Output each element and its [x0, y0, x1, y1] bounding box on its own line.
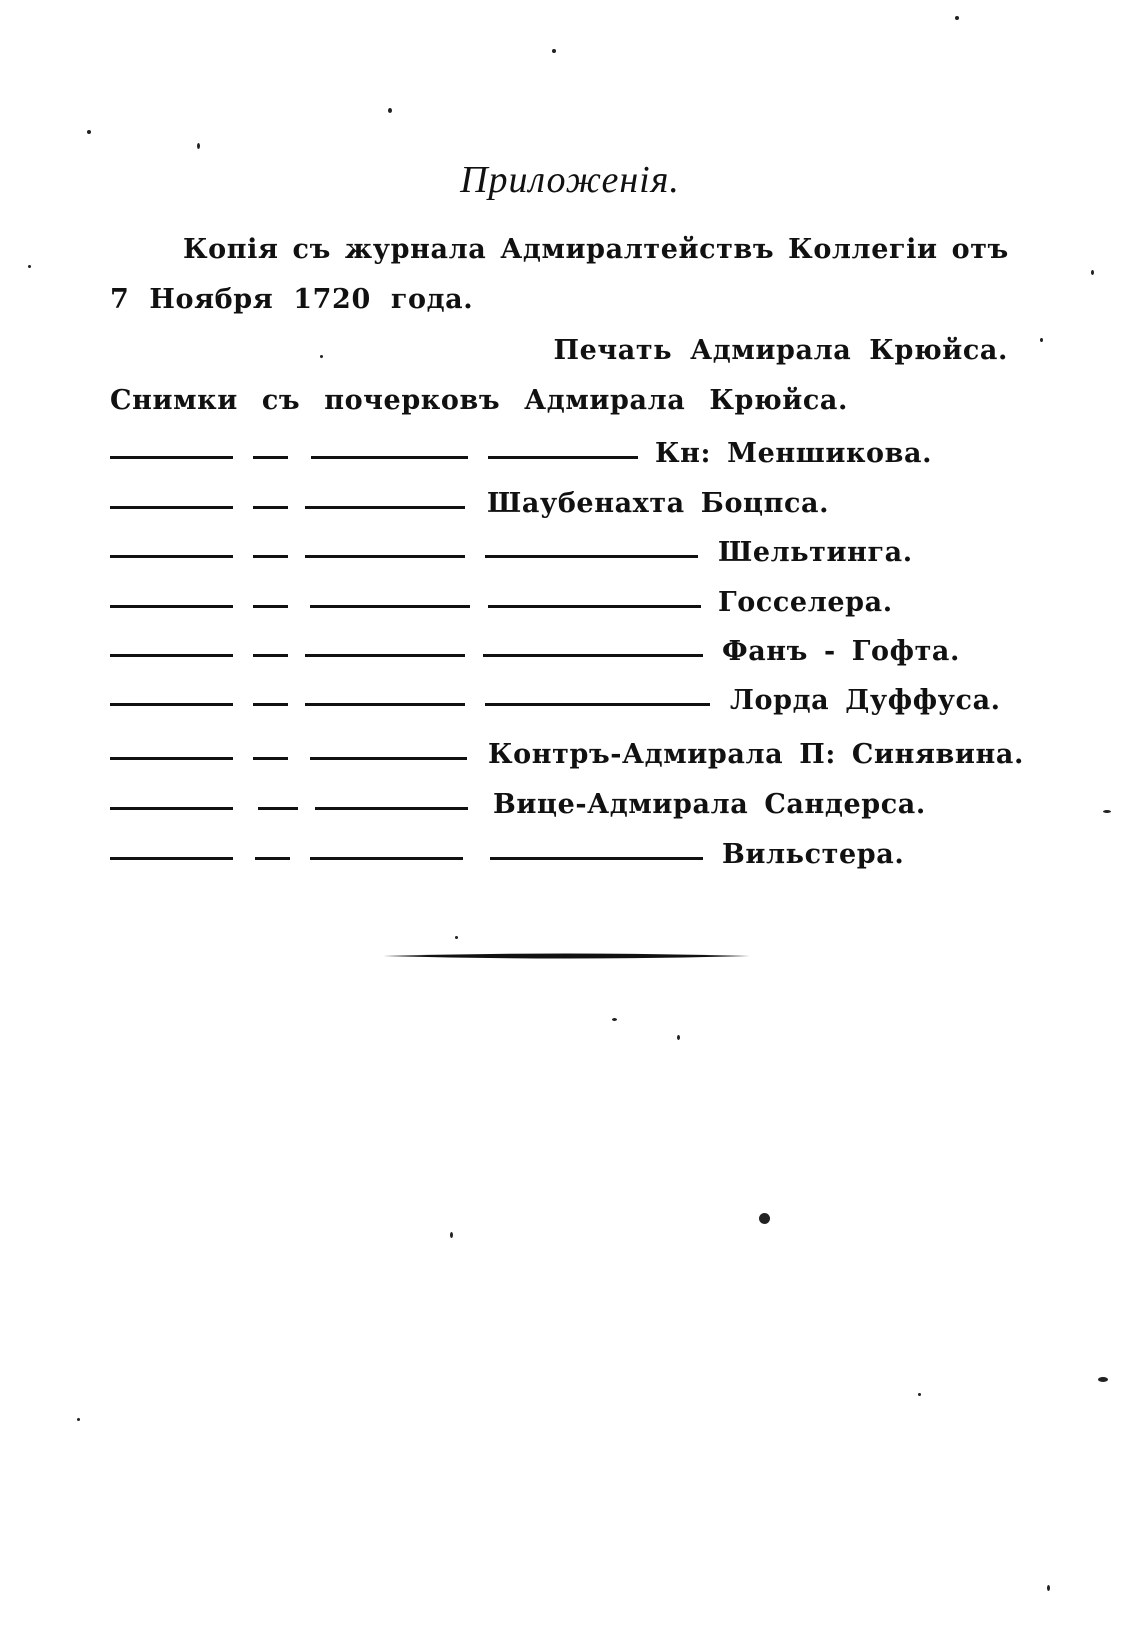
handwriting-row	[0, 438, 1140, 472]
dash-leader	[110, 555, 233, 558]
handwriting-row	[0, 537, 1140, 571]
intro-line-2: 7 Ноября 1720 года.	[110, 284, 474, 315]
dash-leader	[110, 807, 233, 810]
dash-leader	[253, 555, 288, 558]
handwriting-row-label: Вильстера.	[722, 839, 905, 870]
dash-leader	[488, 605, 701, 608]
dash-leader	[305, 654, 465, 657]
print-speck	[612, 1018, 617, 1021]
handwriting-row	[0, 488, 1140, 522]
handwriting-row-label: Фанъ - Гофта.	[722, 636, 961, 667]
handwriting-row-label: Шаубенахта Боцпса.	[487, 488, 830, 519]
print-speck	[28, 265, 31, 268]
print-speck	[1091, 270, 1094, 275]
handwriting-row	[0, 685, 1140, 719]
handwriting-row-label: Вице-Адмирала Сандерса.	[493, 789, 926, 820]
seal-caption: Печать Адмирала Крюйса.	[553, 335, 1008, 366]
dash-leader	[253, 703, 288, 706]
dash-leader	[305, 703, 465, 706]
handwriting-row-label: Шельтинга.	[718, 537, 913, 568]
handwriting-row	[0, 839, 1140, 873]
page-title: Приложенія.	[460, 159, 680, 201]
handwriting-row	[0, 739, 1140, 773]
print-speck	[1040, 338, 1043, 342]
dash-leader	[488, 456, 638, 459]
dash-leader	[253, 605, 288, 608]
dash-leader	[110, 654, 233, 657]
dash-leader	[255, 857, 290, 860]
swelled-rule-divider	[383, 952, 750, 960]
dash-leader	[315, 807, 468, 810]
handwriting-row-label: Лорда Дуффуса.	[730, 685, 1001, 716]
print-speck	[320, 355, 323, 358]
dash-leader	[253, 456, 288, 459]
print-speck	[677, 1035, 680, 1040]
dash-leader	[110, 506, 233, 509]
dash-leader	[311, 456, 468, 459]
dash-leader	[310, 857, 463, 860]
print-speck	[455, 936, 458, 939]
dash-leader	[110, 857, 233, 860]
print-speck	[87, 130, 91, 134]
dash-leader	[110, 605, 233, 608]
dash-leader	[310, 605, 470, 608]
print-speck	[388, 108, 392, 113]
dash-leader	[253, 757, 288, 760]
handwriting-row	[0, 636, 1140, 670]
dash-leader	[485, 555, 698, 558]
handwriting-heading: Снимки съ почерковъ Адмирала Крюйса.	[110, 385, 849, 416]
print-speck	[197, 143, 200, 149]
print-speck	[1098, 1377, 1108, 1382]
handwriting-row-label: Госселера.	[718, 587, 893, 618]
dash-leader	[253, 506, 288, 509]
dash-leader	[305, 506, 465, 509]
dash-leader	[310, 757, 467, 760]
print-speck	[1103, 810, 1111, 813]
intro-line-1: Копія съ журнала Адмиралтействъ Коллегіи отъ	[183, 234, 1009, 265]
dash-leader	[305, 555, 465, 558]
dash-leader	[253, 654, 288, 657]
dash-leader	[485, 703, 710, 706]
dash-leader	[110, 456, 233, 459]
handwriting-row	[0, 587, 1140, 621]
print-speck	[1047, 1585, 1050, 1591]
dash-leader	[483, 654, 703, 657]
print-speck	[955, 16, 959, 20]
handwriting-row	[0, 789, 1140, 823]
print-speck	[552, 49, 556, 53]
print-speck	[77, 1418, 80, 1421]
dash-leader	[258, 807, 298, 810]
print-speck	[918, 1393, 921, 1396]
dash-leader	[110, 703, 233, 706]
handwriting-row-label: Контръ-Адмирала П: Синявина.	[488, 739, 1024, 770]
print-speck	[759, 1213, 770, 1224]
print-speck	[450, 1232, 453, 1238]
handwriting-row-label: Кн: Меншикова.	[655, 438, 933, 469]
dash-leader	[110, 757, 233, 760]
dash-leader	[490, 857, 703, 860]
